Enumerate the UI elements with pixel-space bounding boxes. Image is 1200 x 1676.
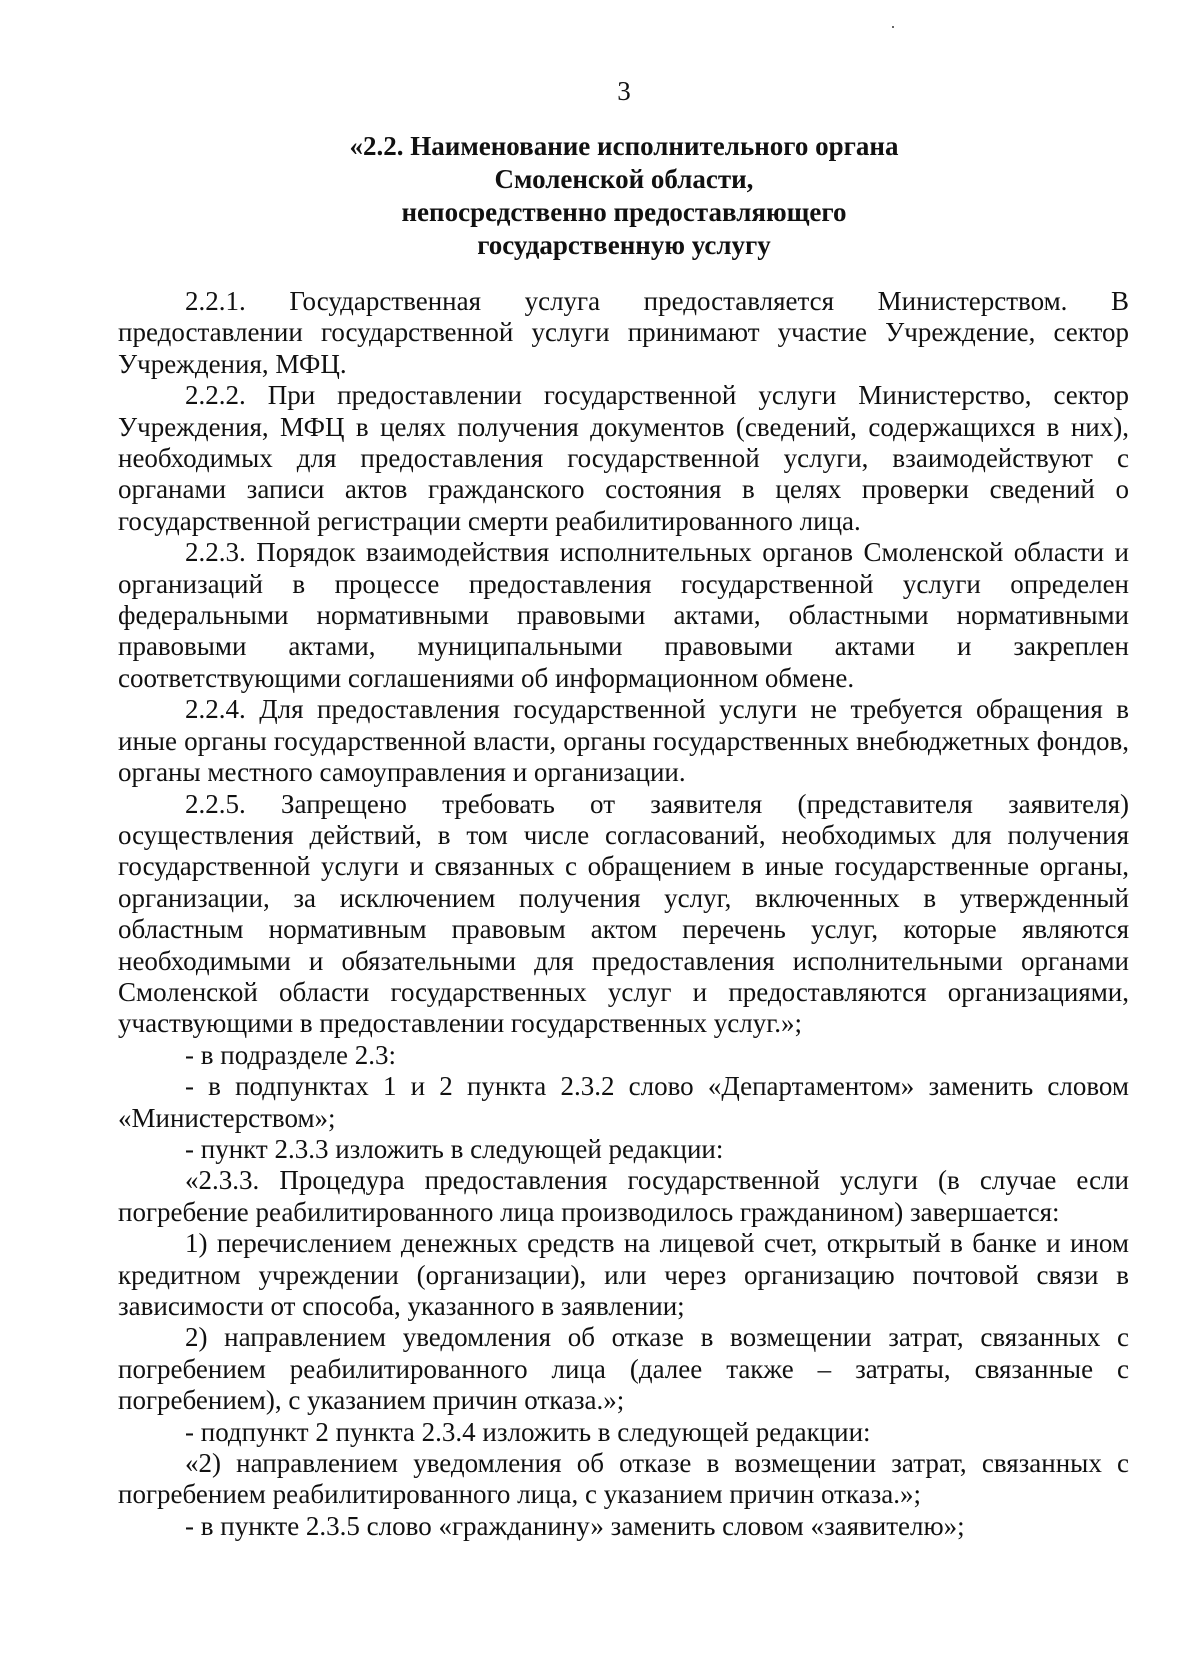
paragraph-2-2-2: 2.2.2. При предоставлении государственной услуги Министерство, сектор Учреждения, МФЦ в целях получения документов (сведений, содержащихся в них), необходимых для предоставления государственной услуги, взаимодействуют с органами записи актов гражданского состояния в целях проверки сведений о государственной регистрации смерти реабилитированного лица. — [118, 380, 1129, 536]
paragraph-2-2-4: 2.2.4. Для предоставления государственной услуги не требуется обращения в иные органы государственной власти, органы государственных внебюджетных фондов, органы местного самоуправления и организации. — [118, 694, 1129, 788]
paragraph-2-3-3-item-1: 1) перечислением денежных средств на лицевой счет, открытый в банке и ином кредитном учреждении (организации), или через организацию почтовой связи в зависимости от способа, указанного в заявлении; — [118, 1228, 1129, 1321]
paragraph-2-3-4-item-2: «2) направлением уведомления об отказе в возмещении затрат, связанных с погребением реабилитированного лица, с указанием причин отказа.»; — [118, 1448, 1129, 1510]
paragraph-2-3-5-amendment: - в пункте 2.3.5 слово «гражданину» заменить словом «заявителю»; — [185, 1510, 965, 1541]
heading-line-1: «2.2. Наименование исполнительного органа — [349, 131, 899, 161]
paragraph-2-2-1: 2.2.1. Государственная услуга предоставляется Министерством. В предоставлении государственной услуги принимают участие Учреждение, сектор Учреждения, МФЦ. — [118, 286, 1129, 379]
section-heading — [0, 130, 1200, 262]
paragraph-2-3-3-item-2: 2) направлением уведомления об отказе в возмещении затрат, связанных с погребением реабилитированного лица (далее также – затраты, связанные с погребением), с указанием причин отказа.»; — [118, 1322, 1129, 1416]
paragraph-2-3-3: «2.3.3. Процедура предоставления государственной услуги (в случае если погребение реабилитированного лица производилось гражданином) завершается: — [118, 1165, 1129, 1227]
heading-line-3: непосредственно предоставляющего — [401, 197, 847, 227]
paragraph-2-3-3-intro: - пункт 2.3.3 изложить в следующей редакции: — [185, 1133, 724, 1164]
paragraph-subsection-2-3: - в подразделе 2.3: — [185, 1039, 396, 1070]
paragraph-2-3-2-amendment: - в подпунктах 1 и 2 пункта 2.3.2 слово «Департаментом» заменить словом «Министерством»; — [118, 1071, 1129, 1133]
heading-line-4: государственную услугу — [477, 230, 771, 260]
paragraph-2-3-4-intro: - подпункт 2 пункта 2.3.4 изложить в следующей редакции: — [185, 1416, 871, 1447]
document-body — [118, 286, 1129, 1542]
paragraph-2-2-3: 2.2.3. Порядок взаимодействия исполнительных органов Смоленской области и организаций в процессе предоставления государственной услуги определен федеральными нормативными правовыми актами, областными нормативными правовыми актами, муниципальными правовыми актами и закреплен соответствующими соглашениями об информационном обмене. — [118, 537, 1129, 693]
page-number: 3 — [617, 76, 631, 106]
scan-speck — [892, 26, 894, 28]
heading-line-2: Смоленской области, — [494, 164, 754, 194]
paragraph-2-2-5: 2.2.5. Запрещено требовать от заявителя (представителя заявителя) осуществления действий, в том числе согласований, необходимых для получения государственной услуги и связанных с обращением в иные государственные органы, организации, за исключением получения услуг, включенных в утвержденный областным нормативным правовым актом перечень услуг, которые являются необходимыми и обязательными для предоставления исполнительными органами Смоленской области государственных услуг и предоставляются организациями, участвующими в предоставлении государственных услуг.»; — [118, 788, 1129, 1039]
